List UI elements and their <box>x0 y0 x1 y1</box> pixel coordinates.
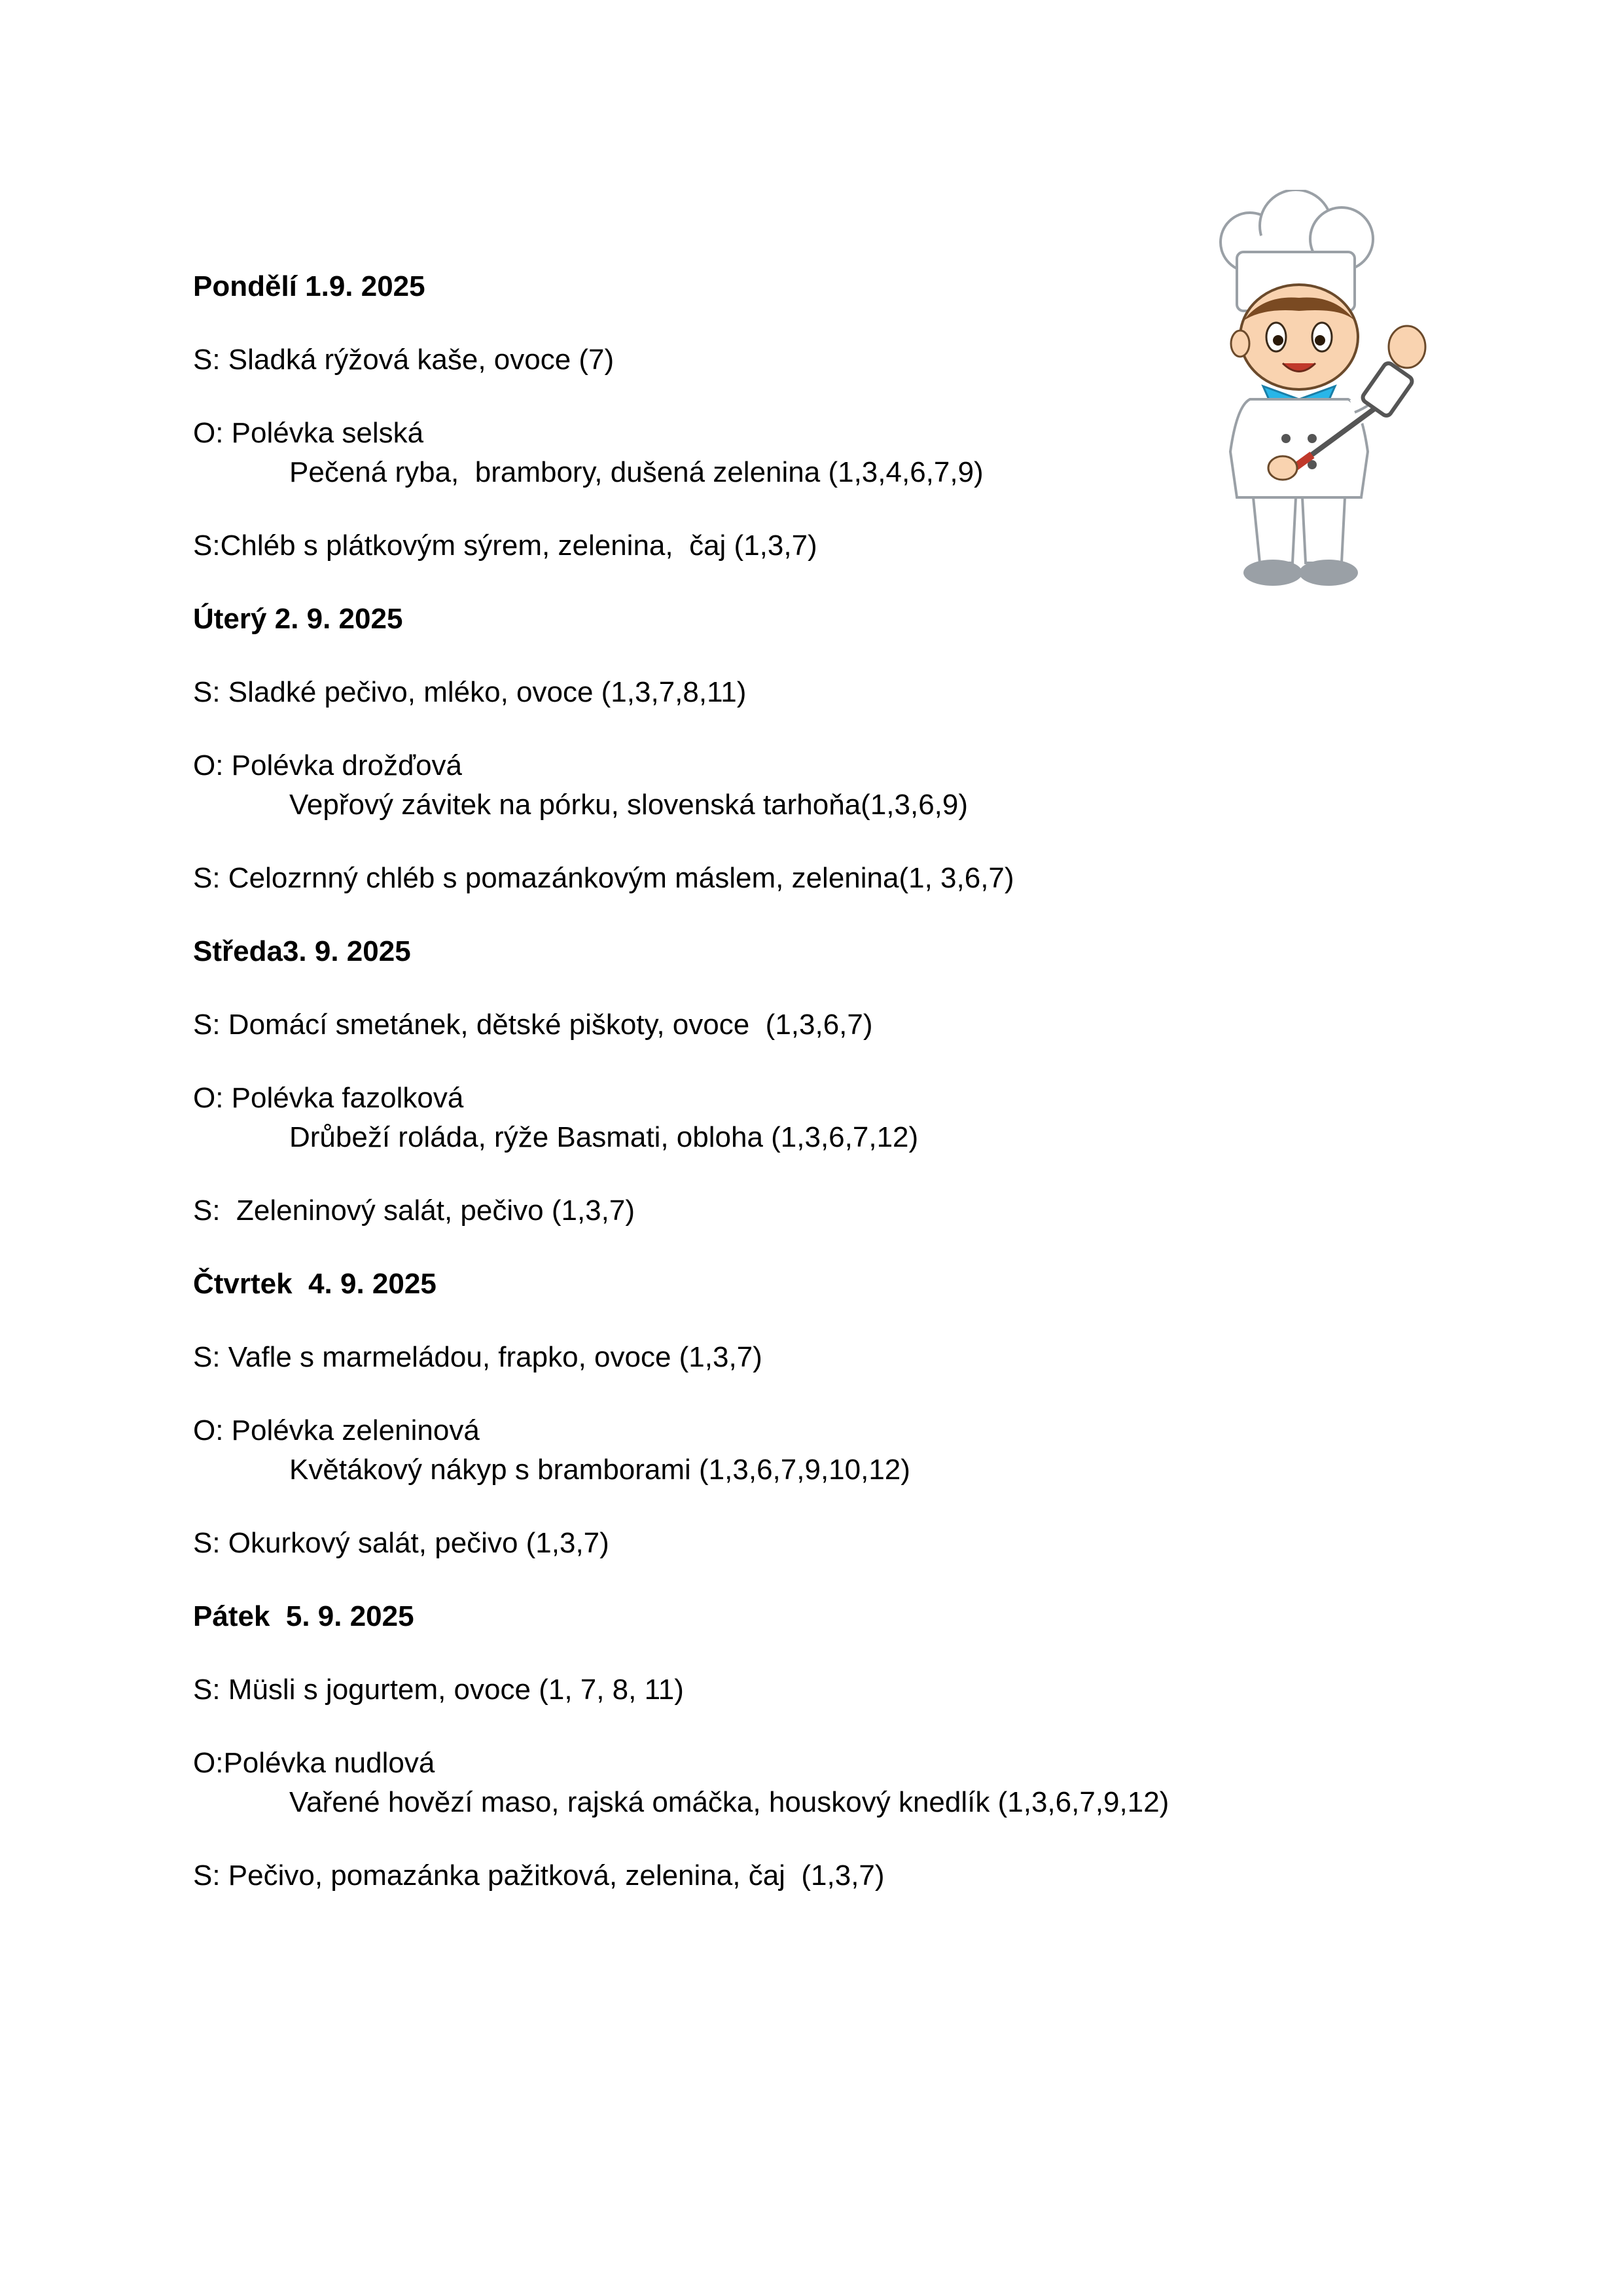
day-heading-monday: Pondělí 1.9. 2025 <box>193 270 425 302</box>
day-heading-friday: Pátek 5. 9. 2025 <box>193 1600 414 1632</box>
wednesday-breakfast: S: Domácí smetánek, dětské piškoty, ovoce (1,3,6,7) <box>193 1009 873 1041</box>
wednesday-lunch-soup: O: Polévka fazolková <box>193 1082 464 1114</box>
monday-lunch-main: Pečená ryba, brambory, dušená zelenina (1,3,4,6,7,9) <box>289 456 984 488</box>
monday-breakfast: S: Sladká rýžová kaše, ovoce (7) <box>193 344 615 376</box>
friday-snack: S: Pečivo, pomazánka pažitková, zelenina, čaj (1,3,7) <box>193 1859 885 1892</box>
friday-lunch-soup: O:Polévka nudlová <box>193 1747 435 1779</box>
thursday-snack: S: Okurkový salát, pečivo (1,3,7) <box>193 1527 609 1559</box>
tuesday-lunch-soup: O: Polévka drožďová <box>193 749 463 781</box>
monday-snack: S:Chléb s plátkovým sýrem, zelenina, čaj (1,3,7) <box>193 529 817 562</box>
monday-lunch-soup: O: Polévka selská <box>193 417 424 449</box>
friday-lunch-main: Vařené hovězí maso, rajská omáčka, houskový knedlík (1,3,6,7,9,12) <box>289 1786 1169 1818</box>
day-heading-thursday: Čtvrtek 4. 9. 2025 <box>193 1268 437 1300</box>
thursday-breakfast: S: Vafle s marmeládou, frapko, ovoce (1,3,7) <box>193 1341 762 1373</box>
day-heading-wednesday: Středa3. 9. 2025 <box>193 935 411 967</box>
thursday-lunch-soup: O: Polévka zeleninová <box>193 1414 480 1446</box>
wednesday-snack: S: Zeleninový salát, pečivo (1,3,7) <box>193 1194 635 1227</box>
day-heading-tuesday: Úterý 2. 9. 2025 <box>193 603 403 635</box>
tuesday-lunch-main: Vepřový závitek na pórku, slovenská tarhoňa(1,3,6,9) <box>289 789 969 821</box>
wednesday-lunch-main: Drůbeží roláda, rýže Basmati, obloha (1,3,6,7,12) <box>289 1121 919 1153</box>
chef-illustration <box>1132 190 1499 596</box>
tuesday-snack: S: Celozrnný chléb s pomazánkovým máslem, zelenina(1, 3,6,7) <box>193 862 1014 894</box>
friday-breakfast: S: Müsli s jogurtem, ovoce (1, 7, 8, 11) <box>193 1674 684 1706</box>
thursday-lunch-main: Květákový nákyp s bramborami (1,3,6,7,9,10,12) <box>289 1454 910 1486</box>
tuesday-breakfast: S: Sladké pečivo, mléko, ovoce (1,3,7,8,11) <box>193 676 747 708</box>
